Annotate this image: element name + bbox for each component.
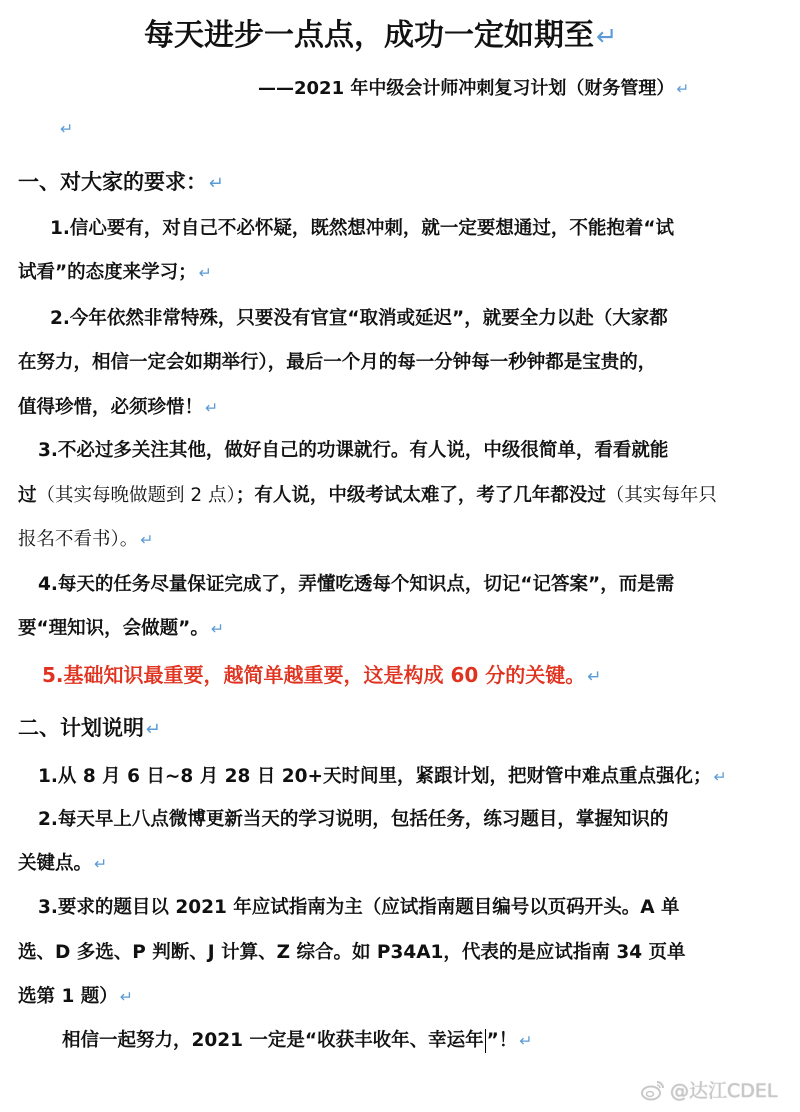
line-text: 试看”的态度来学习； [18, 262, 197, 283]
plan-3-line-3 [18, 982, 133, 1008]
requirement-2-line-3 [18, 393, 218, 419]
line-text: ”！ [486, 1030, 518, 1051]
requirement-4-line-1: 4.每天的任务尽量保证完成了，弄懂吃透每个知识点，切记“记答案”，而是需 [38, 574, 675, 595]
plan-3-line-1: 3.要求的题目以 2021 年应试指南为主（应试指南题目编号以页码开头。A 单 [38, 897, 680, 918]
text-bold: ；有人说，中级考试太难了，考了几年都没过 [235, 485, 606, 506]
paragraph-mark-icon: ↵ [713, 767, 727, 786]
weibo-logo-icon [640, 1079, 666, 1101]
subtitle-text: ——2021 年中级会计师冲刺复习计划（财务管理） [258, 78, 675, 99]
paragraph-mark-icon: ↵ [140, 530, 154, 549]
line-text: 值得珍惜，必须珍惜！ [18, 397, 204, 418]
line-text: 相信一起努力，2021 一定是“收获丰收年、幸运年 [62, 1030, 484, 1051]
text-bold: 过 [18, 485, 37, 506]
heading-text: 二、计划说明 [18, 716, 144, 740]
requirement-5-highlight [42, 659, 602, 688]
requirement-2-line-2: 在努力，相信一定会如期举行），最后一个月的每一分钟每一秒钟都是宝贵的， [18, 352, 657, 373]
paragraph-mark-icon: ↵ [210, 619, 224, 638]
paragraph-mark-icon: ↵ [198, 263, 212, 282]
paragraph-mark-icon: ↵ [146, 719, 161, 740]
requirement-3-line-3 [18, 525, 153, 551]
requirement-3-line-2 [18, 481, 717, 507]
text-cursor [485, 1029, 486, 1053]
section2-heading [18, 712, 161, 742]
plan-3-line-2: 选、D 多选、P 判断、J 计算、Z 综合。如 P34A1，代表的是应试指南 34 页单 [18, 942, 686, 963]
text-normal: （其实每晚做题到 2 点） [36, 485, 236, 506]
paragraph-mark-icon: ↵ [94, 854, 108, 873]
paragraph-mark-icon: ↵ [596, 22, 618, 52]
section1-heading [18, 166, 224, 196]
plan-2-line-1: 2.每天早上八点微博更新当天的学习说明，包括任务，练习题目，掌握知识的 [38, 809, 669, 830]
paragraph-mark-icon: ↵ [519, 1031, 533, 1050]
text-normal: （其实每年只 [605, 485, 717, 506]
requirement-1-line-2 [18, 258, 212, 284]
empty-paragraph [58, 118, 73, 139]
line-text: 选第 1 题） [18, 986, 118, 1007]
paragraph-mark-icon: ↵ [205, 398, 219, 417]
line-text: 5.基础知识最重要，越简单越重要，这是构成 60 分的关键。 [42, 663, 586, 687]
text-normal: 报名不看书）。 [18, 529, 139, 550]
heading-text: 一、对大家的要求： [18, 170, 207, 194]
paragraph-mark-icon: ↵ [676, 80, 690, 98]
requirement-2-line-1: 2.今年依然非常特殊，只要没有官宣“取消或延迟”，就要全力以赴（大家都 [50, 308, 668, 329]
watermark [640, 1076, 778, 1103]
watermark-text: @达江CDEL [670, 1080, 778, 1102]
line-text: 要“理知识，会做题”。 [18, 618, 209, 639]
closing-line[interactable] [62, 1026, 532, 1053]
requirement-1-line-1: 1.信心要有，对自己不必怀疑，既然想冲刺，就一定要想通过，不能抱着“试 [50, 218, 675, 239]
document-subtitle [258, 74, 689, 100]
line-text: 1.从 8 月 6 日~8 月 28 日 20+天时间里，紧跟计划，把财管中难点重点强化； [38, 766, 712, 787]
plan-2-line-2 [18, 849, 107, 875]
plan-1-line-1 [38, 762, 727, 788]
paragraph-mark-icon: ↵ [119, 987, 133, 1006]
requirement-3-line-1: 3.不必过多关注其他，做好自己的功课就行。有人说，中级很简单，看看就能 [38, 440, 669, 461]
requirement-4-line-2 [18, 614, 224, 640]
document-title [144, 10, 617, 54]
paragraph-mark-icon: ↵ [587, 667, 602, 687]
paragraph-mark-icon: ↵ [60, 119, 74, 138]
paragraph-mark-icon: ↵ [209, 173, 224, 194]
line-text: 关键点。 [18, 853, 93, 874]
title-text: 每天进步一点点，成功一定如期至 [144, 18, 594, 53]
